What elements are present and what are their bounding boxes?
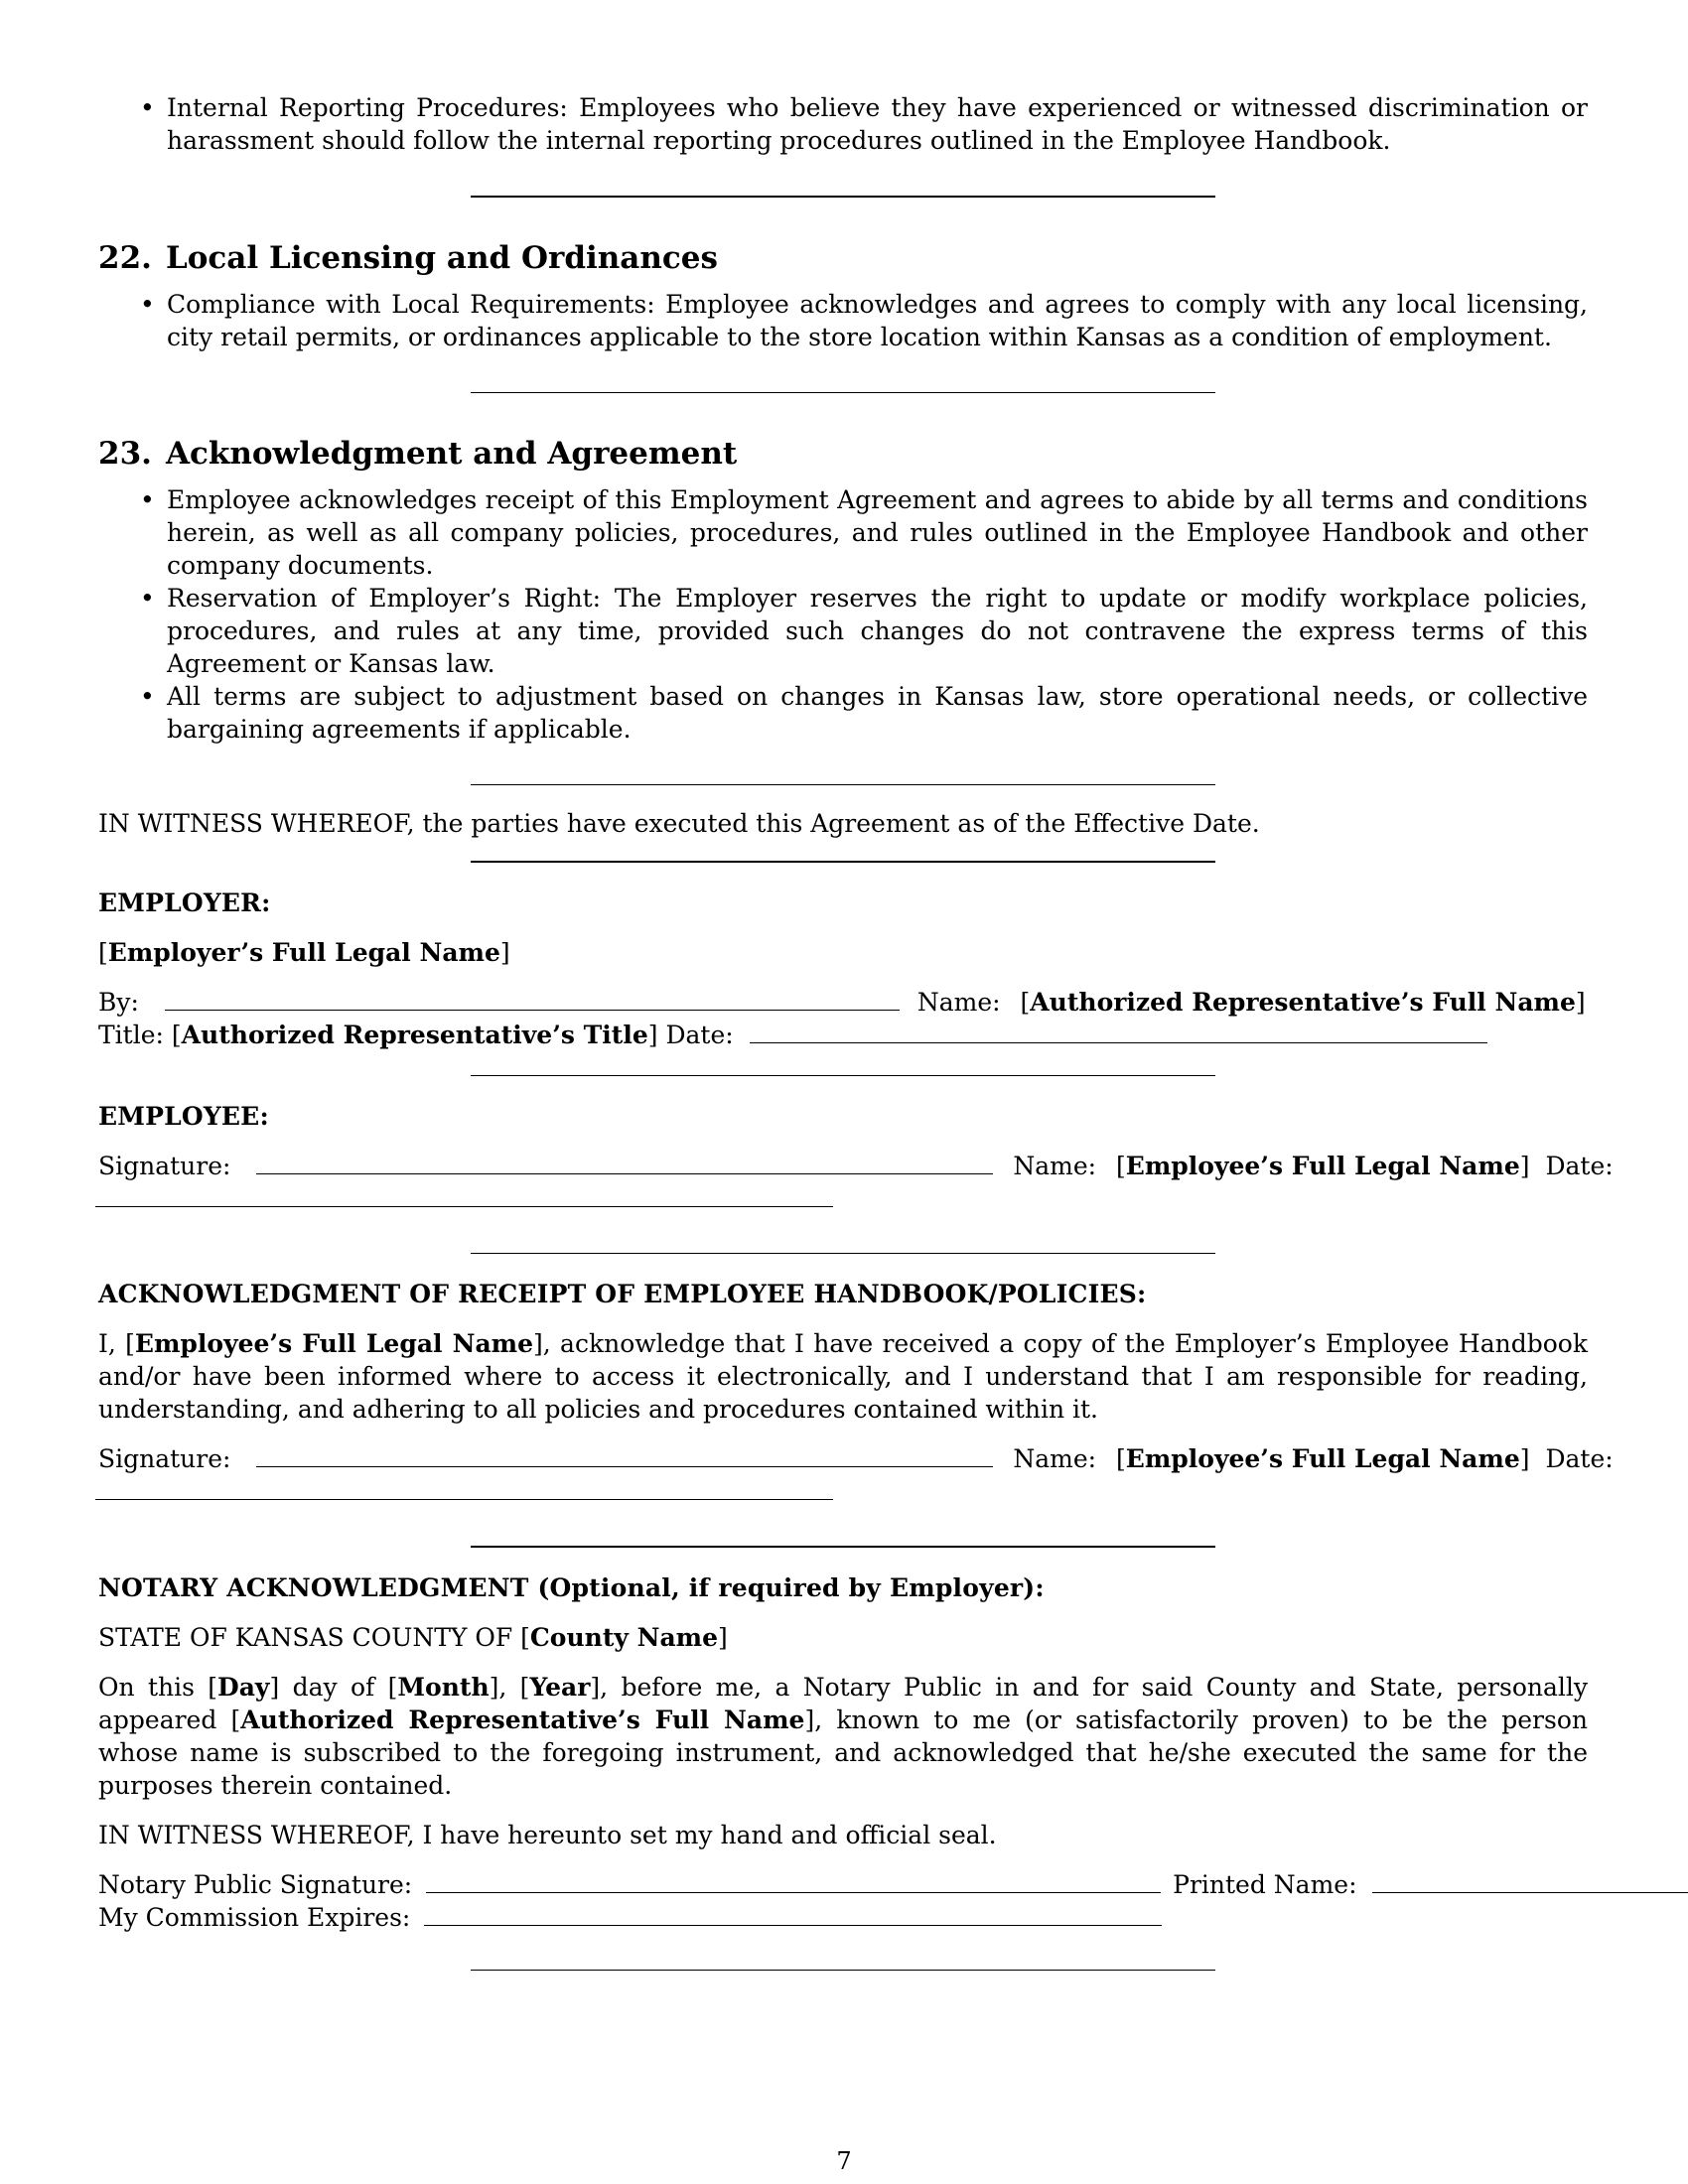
section-divider [471,1253,1215,1254]
employer-title-row: Title: [Authorized Representative’s Title] Date: [98,1019,1588,1051]
handbook-signature-line[interactable] [256,1442,993,1467]
intro-list [98,91,1588,157]
section-divider [471,861,1215,863]
employee-signature-line[interactable] [256,1150,993,1174]
list-item: • Internal Reporting Procedures: Employees who believe they have experienced or witnessed discrimination or harassment should follow the internal reporting procedures outlined in the Employee Handbook. [167,91,1588,157]
handbook-signature-row: Signature: Name: [Employee’s Full Legal Name] Date: [98,1444,1614,1473]
notary-state-county: STATE OF KANSAS COUNTY OF [County Name] [98,1623,728,1652]
printed-name-line[interactable] [1372,1868,1688,1893]
witness-statement: IN WITNESS WHEREOF, the parties have executed this Agreement as of the Effective Date. [98,809,1260,838]
employer-date-line[interactable] [750,1019,1487,1043]
employee-signature-row: Signature: Name: [Employee’s Full Legal Name] Date: [98,1152,1614,1180]
notary-commission-row: My Commission Expires: [98,1901,1588,1934]
list-item: • All terms are subject to adjustment based on changes in Kansas law, store operational needs, or collective bargaining agreements if applicable. [167,680,1588,746]
section-divider [471,392,1215,393]
section-heading-23: 23. Acknowledgment and Agreement [98,436,738,472]
page-number: 7 [836,2147,852,2175]
employee-date-line-row [95,1182,1588,1215]
section-divider [471,1075,1215,1076]
handbook-heading: ACKNOWLEDGMENT OF RECEIPT OF EMPLOYEE HANDBOOK/POLICIES: [98,1280,1147,1308]
handbook-date-line[interactable] [95,1491,833,1500]
section-divider [471,196,1215,198]
notary-signature-line[interactable] [426,1868,1161,1893]
section-divider [471,1546,1215,1548]
section-23-list [98,483,1588,746]
commission-expires-line[interactable] [424,1901,1162,1926]
section-heading-22: 22. Local Licensing and Ordinances [98,240,718,276]
employer-signature-line[interactable] [165,986,900,1011]
list-item: • Compliance with Local Requirements: Employee acknowledges and agrees to comply with any local licensing, city retail permits, or ordinances applicable to the store location within Kansas as a condition of employment. [167,288,1588,353]
notary-signature-row: Notary Public Signature: Printed Name: [98,1868,1588,1901]
notary-witness: IN WITNESS WHEREOF, I have hereunto set my hand and official seal. [98,1821,997,1849]
handbook-statement: I, [Employee’s Full Legal Name], acknowledge that I have received a copy of the Employer’s Employee Handbook and/or have been informed where to access it electronically, and I understand that I am responsible for reading, understanding, and adhering to all policies and procedures contained within it. [98,1329,1588,1424]
document-page [98,91,1614,1971]
employer-name: [Employer’s Full Legal Name] [98,938,510,967]
handbook-date-line-row [95,1475,1588,1508]
employee-date-line[interactable] [95,1198,833,1207]
section-22-list [98,288,1588,353]
list-item: • Employee acknowledges receipt of this Employment Agreement and agrees to abide by all terms and conditions herein, as well as all company policies, procedures, and rules outlined in the Employee Handbook and other company documents. [167,483,1588,582]
list-item: • Reservation of Employer’s Right: The Employer reserves the right to update or modify workplace policies, procedures, and rules at any time, provided such changes do not contravene the express terms of this Agreement or Kansas law. [167,582,1588,680]
employee-heading: EMPLOYEE: [98,1102,269,1131]
employer-heading: EMPLOYER: [98,888,271,917]
section-divider [471,784,1215,785]
notary-statement: On this [Day] day of [Month], [Year], before me, a Notary Public in and for said County and State, personally appeared [Authorized Representative’s Full Name], known to me (or satisfactorily proven) to be the person whose name is subscribed to the foregoing instrument, and acknowledged that he/she executed the same for the purposes therein contained. [98,1673,1588,1800]
employer-by-row: By: Name: [Authorized Representative’s Full Name] [98,988,1586,1017]
section-divider [471,1970,1215,1971]
notary-heading: NOTARY ACKNOWLEDGMENT (Optional, if required by Employer): [98,1573,1045,1602]
